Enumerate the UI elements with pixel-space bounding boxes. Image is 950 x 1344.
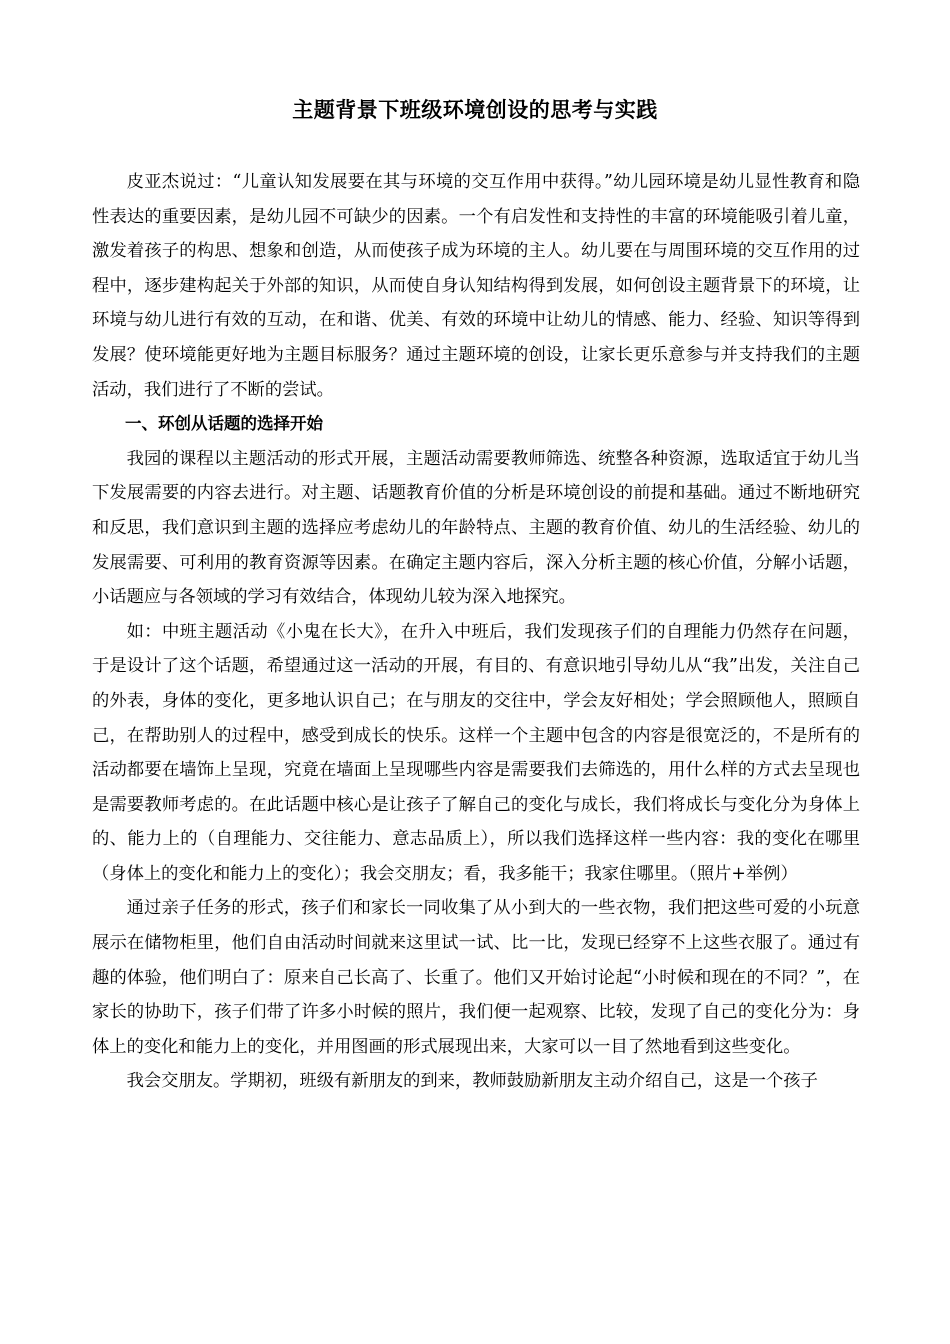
section-heading: 一、环创从话题的选择开始 — [125, 414, 323, 434]
paragraph-curriculum: 我园的课程以主题活动的形式开展，主题活动需要教师筛选、统整各种资源，选取适宜于幼儿当下发展需要的内容去进行。对主题、话题教育价值的分析是环境创设的前提和基础。通过不断地研究和反思，我们意识到主题的选择应考虑幼儿的年龄特点、主题的教育价值、幼儿的生活经验、幼儿的发展需要、可利用的教育资源等因素。在确定主题内容后，深入分析主题的核心价值，分解小话题，小话题应与各领域的学习有效结合，体现幼儿较为深入地探究。 — [92, 448, 860, 608]
paragraph-parent-child: 通过亲子任务的形式，孩子们和家长一同收集了从小到大的一些衣物，我们把这些可爱的小玩意展示在储物柜里，他们自由活动时间就来这里试一试、比一比，发现已经穿不上这些衣服了。通过有趣的体验，他们明白了：原来自己长高了、长重了。他们又开始讨论起“小时候和现在的不同？”，在家长的协助下，孩子们带了许多小时候的照片，我们便一起观察、比较，发现了自己的变化分为：身体上的变化和能力上的变化，并用图画的形式展现出来，大家可以一目了然地看到这些变化。 — [92, 898, 860, 1057]
document-title: 主题背景下班级环境创设的思考与实践 — [292, 98, 658, 122]
paragraph-making-friends: 我会交朋友。学期初，班级有新朋友的到来，教师鼓励新朋友主动介绍自己，这是一个孩子 — [126, 1071, 818, 1092]
paragraph-intro: 皮亚杰说过：“儿童认知发展要在其与环境的交互作用中获得。”幼儿园环境是幼儿显性教育和隐性表达的重要因素，是幼儿园不可缺少的因素。一个有启发性和支持性的丰富的环境能吸引着儿童，激发着孩子的构思、想象和创造，从而使孩子成为环境的主人。幼儿要在与周围环境的交互作用的过程中，逐步建构起关于外部的知识，从而使自身认知结构得到发展，如何创设主题背景下的环境，让环境与幼儿进行有效的互动，在和谐、优美、有效的环境中让幼儿的情感、能力、经验、知识等得到发展？使环境能更好地为主题目标服务？通过主题环境的创设，让家长更乐意参与并支持我们的主题活动，我们进行了不断的尝试。 — [92, 172, 860, 400]
paragraph-example: 如：中班主题活动《小鬼在长大》，在升入中班后，我们发现孩子们的自理能力仍然存在问题，于是设计了这个话题，希望通过这一活动的开展，有目的、有意识地引导幼儿从“我”出发，关注自己的外表，身体的变化，更多地认识自己；在与朋友的交往中，学会友好相处；学会照顾他人，照顾自己，在帮助别人的过程中，感受到成长的快乐。这样一个主题中包含的内容是很宽泛的，不是所有的活动都要在墙饰上呈现，究竟在墙面上呈现哪些内容是需要我们去筛选的，用什么样的方式去呈现也是需要教师考虑的。在此话题中核心是让孩子了解自己的变化与成长，我们将成长与变化分为身体上的、能力上的（自理能力、交往能力、意志品质上），所以我们选择这样一些内容：我的变化在哪里（身体上的变化和能力上的变化）；我会交朋友；看，我多能干；我家住哪里。（照片+举例） — [92, 621, 860, 884]
document-body — [92, 165, 860, 1099]
